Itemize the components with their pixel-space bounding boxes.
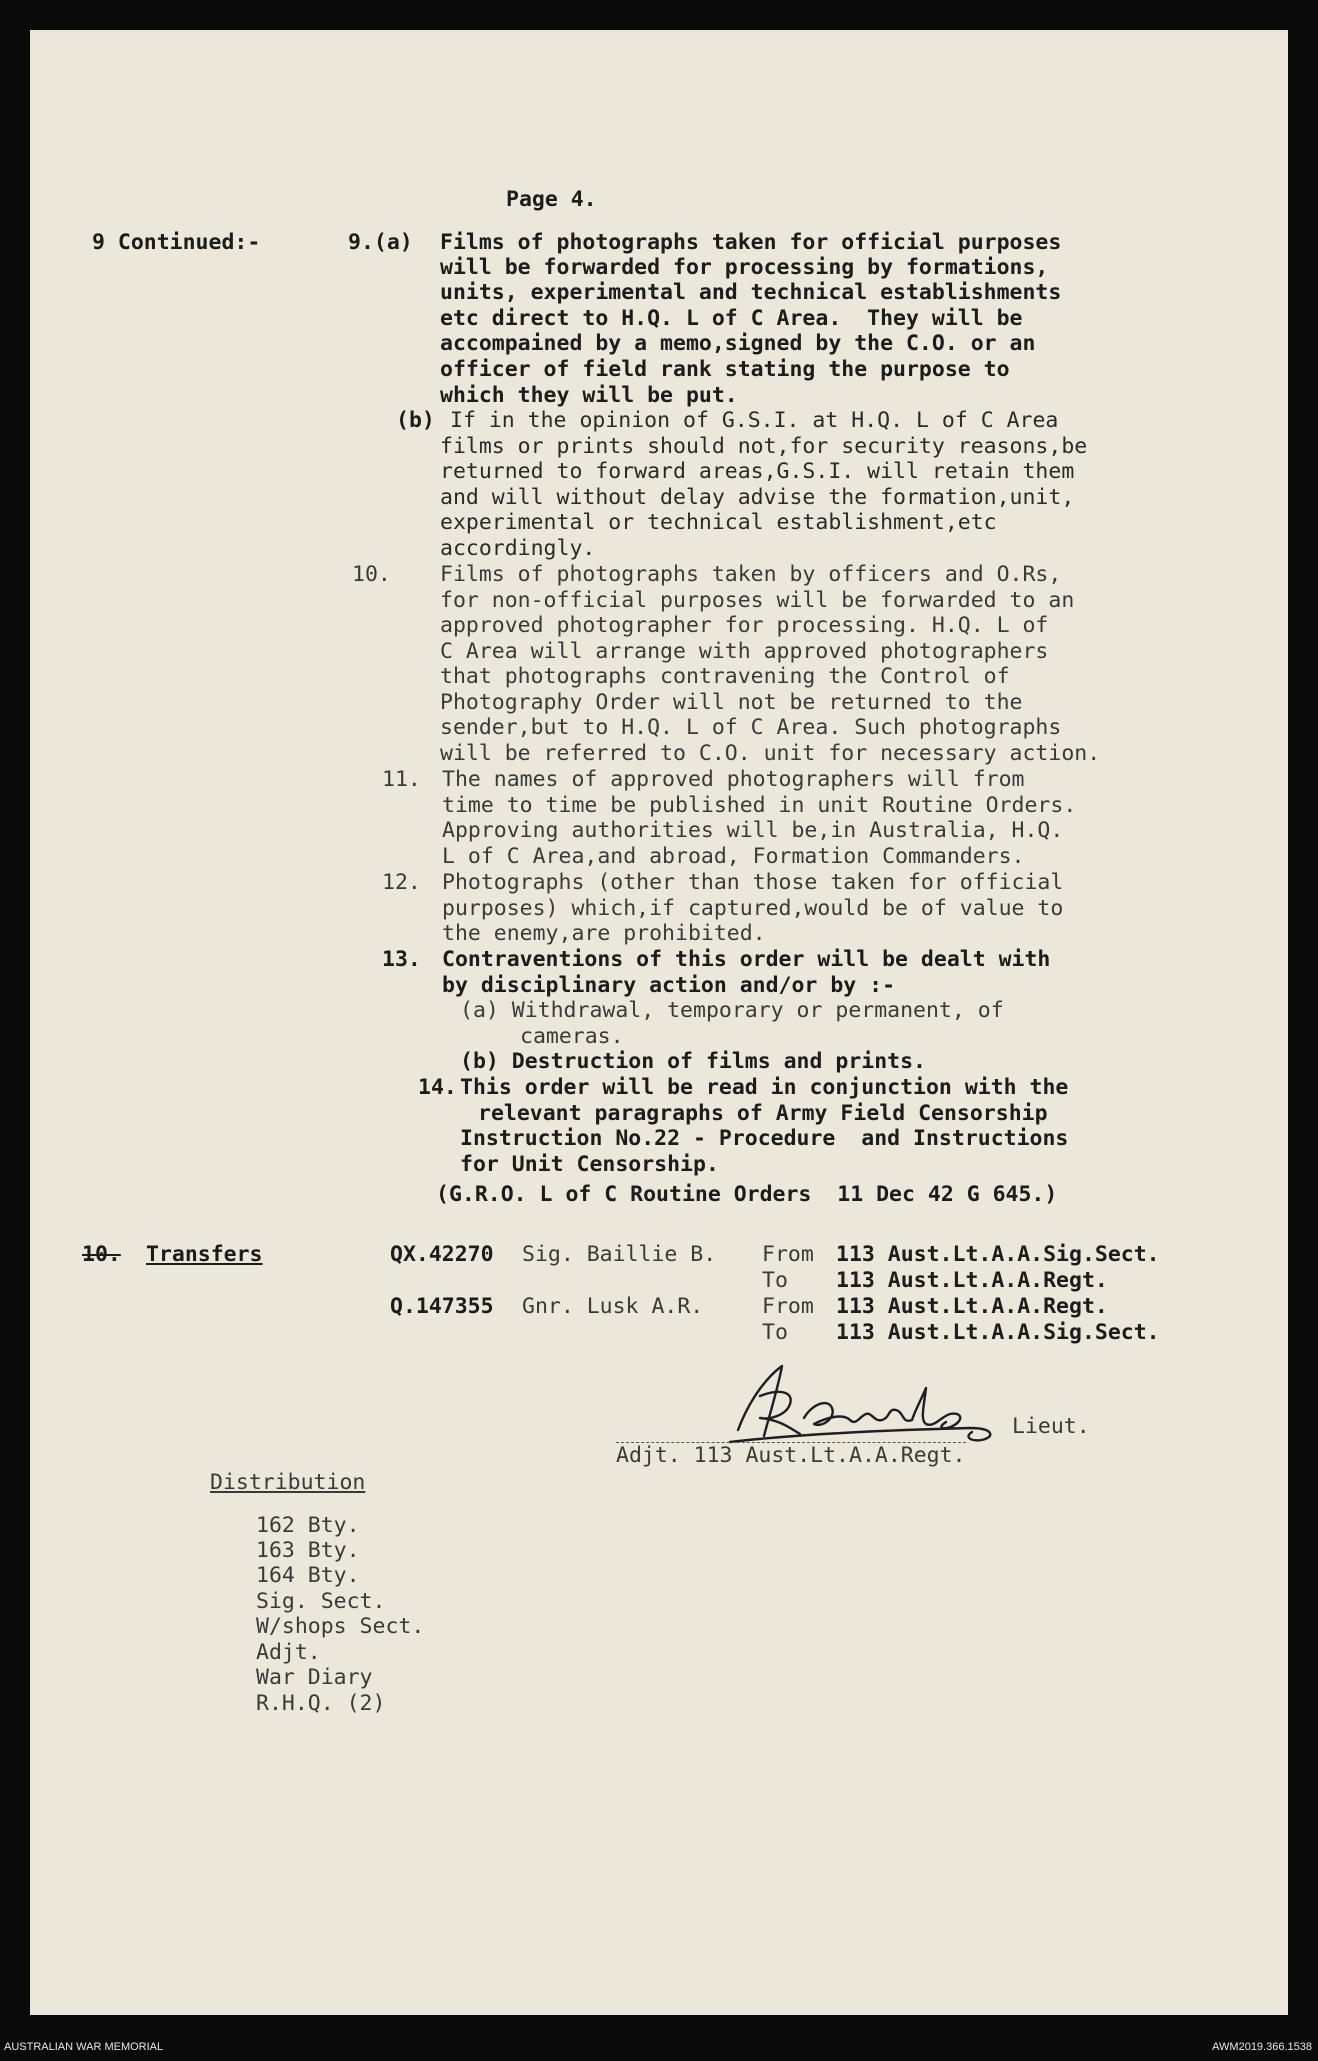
- text-line: which they will be put.: [440, 383, 738, 408]
- para-13-number: 13.: [382, 947, 421, 972]
- para-11-number: 11.: [382, 767, 421, 792]
- text-line: returned to forward areas,G.S.I. will retain them: [440, 459, 1075, 484]
- list-item: War Diary: [256, 1665, 373, 1690]
- text-line: officer of field rank stating the purpose to: [440, 357, 1010, 382]
- list-item: W/shops Sect.: [256, 1614, 425, 1639]
- service-number: Q.147355: [390, 1294, 494, 1319]
- from-label: From: [762, 1242, 814, 1267]
- soldier-name: Sig. Baillie B.: [522, 1242, 717, 1267]
- text-line: cameras.: [520, 1024, 624, 1049]
- document-page: [30, 30, 1288, 2015]
- para-9b-number: (b): [396, 408, 435, 433]
- para-9a-number: 9.(a): [348, 230, 413, 255]
- text-line: for Unit Censorship.: [460, 1152, 719, 1177]
- to-unit: 113 Aust.Lt.A.A.Sig.Sect.: [836, 1320, 1160, 1345]
- distribution-heading: Distribution: [210, 1470, 366, 1495]
- to-label: To: [762, 1268, 788, 1293]
- text-line: C Area will arrange with approved photographers: [440, 639, 1049, 664]
- text-line: experimental or technical establishment,etc: [440, 510, 997, 535]
- text-line: Films of photographs taken by officers and O.Rs,: [440, 562, 1062, 587]
- text-line: Photographs (other than those taken for official: [442, 870, 1064, 895]
- section-9-label: 9 Continued:-: [92, 230, 261, 255]
- text-line: units, experimental and technical establishments: [440, 280, 1062, 305]
- list-item: 163 Bty.: [256, 1538, 360, 1563]
- handwritten-signature: [720, 1358, 1020, 1448]
- text-line: Contraventions of this order will be dealt with: [442, 947, 1051, 972]
- transfers-label: Transfers: [146, 1242, 263, 1267]
- soldier-name: Gnr. Lusk A.R.: [522, 1294, 704, 1319]
- text-line: films or prints should not,for security reasons,be: [440, 434, 1088, 459]
- service-number: QX.42270: [390, 1242, 494, 1267]
- list-item: Sig. Sect.: [256, 1589, 386, 1614]
- text-line: will be forwarded for processing by formations,: [440, 255, 1049, 280]
- text-line: by disciplinary action and/or by :-: [442, 973, 896, 998]
- signature-rank: Lieut.: [1012, 1414, 1090, 1439]
- from-unit: 113 Aust.Lt.A.A.Sig.Sect.: [836, 1242, 1160, 1267]
- text-line: If in the opinion of G.S.I. at H.Q. L of C Area: [450, 408, 1059, 433]
- text-line: Approving authorities will be,in Australia, H.Q.: [442, 818, 1064, 843]
- to-label: To: [762, 1320, 788, 1345]
- para-10-number: 10.: [352, 562, 391, 587]
- text-line: and will without delay advise the formation,unit,: [440, 485, 1075, 510]
- text-line: relevant paragraphs of Army Field Censorship: [478, 1101, 1048, 1126]
- text-line: that photographs contravening the Control of: [440, 664, 1010, 689]
- text-line: approved photographer for processing. H.Q. L of: [440, 613, 1049, 638]
- list-item: R.H.Q. (2): [256, 1691, 386, 1716]
- text-line: This order will be read in conjunction with the: [460, 1075, 1069, 1100]
- text-line: time to time be published in unit Routine Orders.: [442, 793, 1077, 818]
- from-label: From: [762, 1294, 814, 1319]
- text-line: purposes) which,if captured,would be of value to: [442, 896, 1064, 921]
- gro-reference: (G.R.O. L of C Routine Orders 11 Dec 42 G 645.): [436, 1182, 1058, 1207]
- text-line: for non-official purposes will be forwarded to an: [440, 588, 1075, 613]
- text-line: will be referred to C.O. unit for necessary action.: [440, 741, 1101, 766]
- text-line: Films of photographs taken for official purposes: [440, 230, 1062, 255]
- list-item: 162 Bty.: [256, 1513, 360, 1538]
- para-12-number: 12.: [382, 870, 421, 895]
- text-line: (b) Destruction of films and prints.: [460, 1049, 926, 1074]
- text-line: The names of approved photographers will from: [442, 767, 1025, 792]
- text-line: accordingly.: [440, 536, 596, 561]
- signature-title: Adjt. 113 Aust.Lt.A.A.Regt.: [616, 1443, 966, 1468]
- to-unit: 113 Aust.Lt.A.A.Regt.: [836, 1268, 1108, 1293]
- from-unit: 113 Aust.Lt.A.A.Regt.: [836, 1294, 1108, 1319]
- text-line: Photography Order will not be returned to the: [440, 690, 1023, 715]
- footer-accession-number: AWM2019.366.1538: [1212, 2041, 1312, 2053]
- text-line: (a) Withdrawal, temporary or permanent, of: [460, 998, 1004, 1023]
- page-heading: Page 4.: [506, 187, 597, 212]
- text-line: the enemy,are prohibited.: [442, 921, 766, 946]
- list-item: 164 Bty.: [256, 1563, 360, 1588]
- text-line: accompained by a memo,signed by the C.O. or an: [440, 331, 1036, 356]
- transfers-number: 10.: [82, 1242, 121, 1267]
- text-line: etc direct to H.Q. L of C Area. They will be: [440, 306, 1023, 331]
- list-item: Adjt.: [256, 1640, 321, 1665]
- text-line: L of C Area,and abroad, Formation Commanders.: [442, 844, 1025, 869]
- text-line: Instruction No.22 - Procedure and Instructions: [460, 1126, 1069, 1151]
- text-line: sender,but to H.Q. L of C Area. Such photographs: [440, 715, 1062, 740]
- para-14-number: 14.: [418, 1075, 457, 1100]
- footer-institution: AUSTRALIAN WAR MEMORIAL: [4, 2041, 164, 2053]
